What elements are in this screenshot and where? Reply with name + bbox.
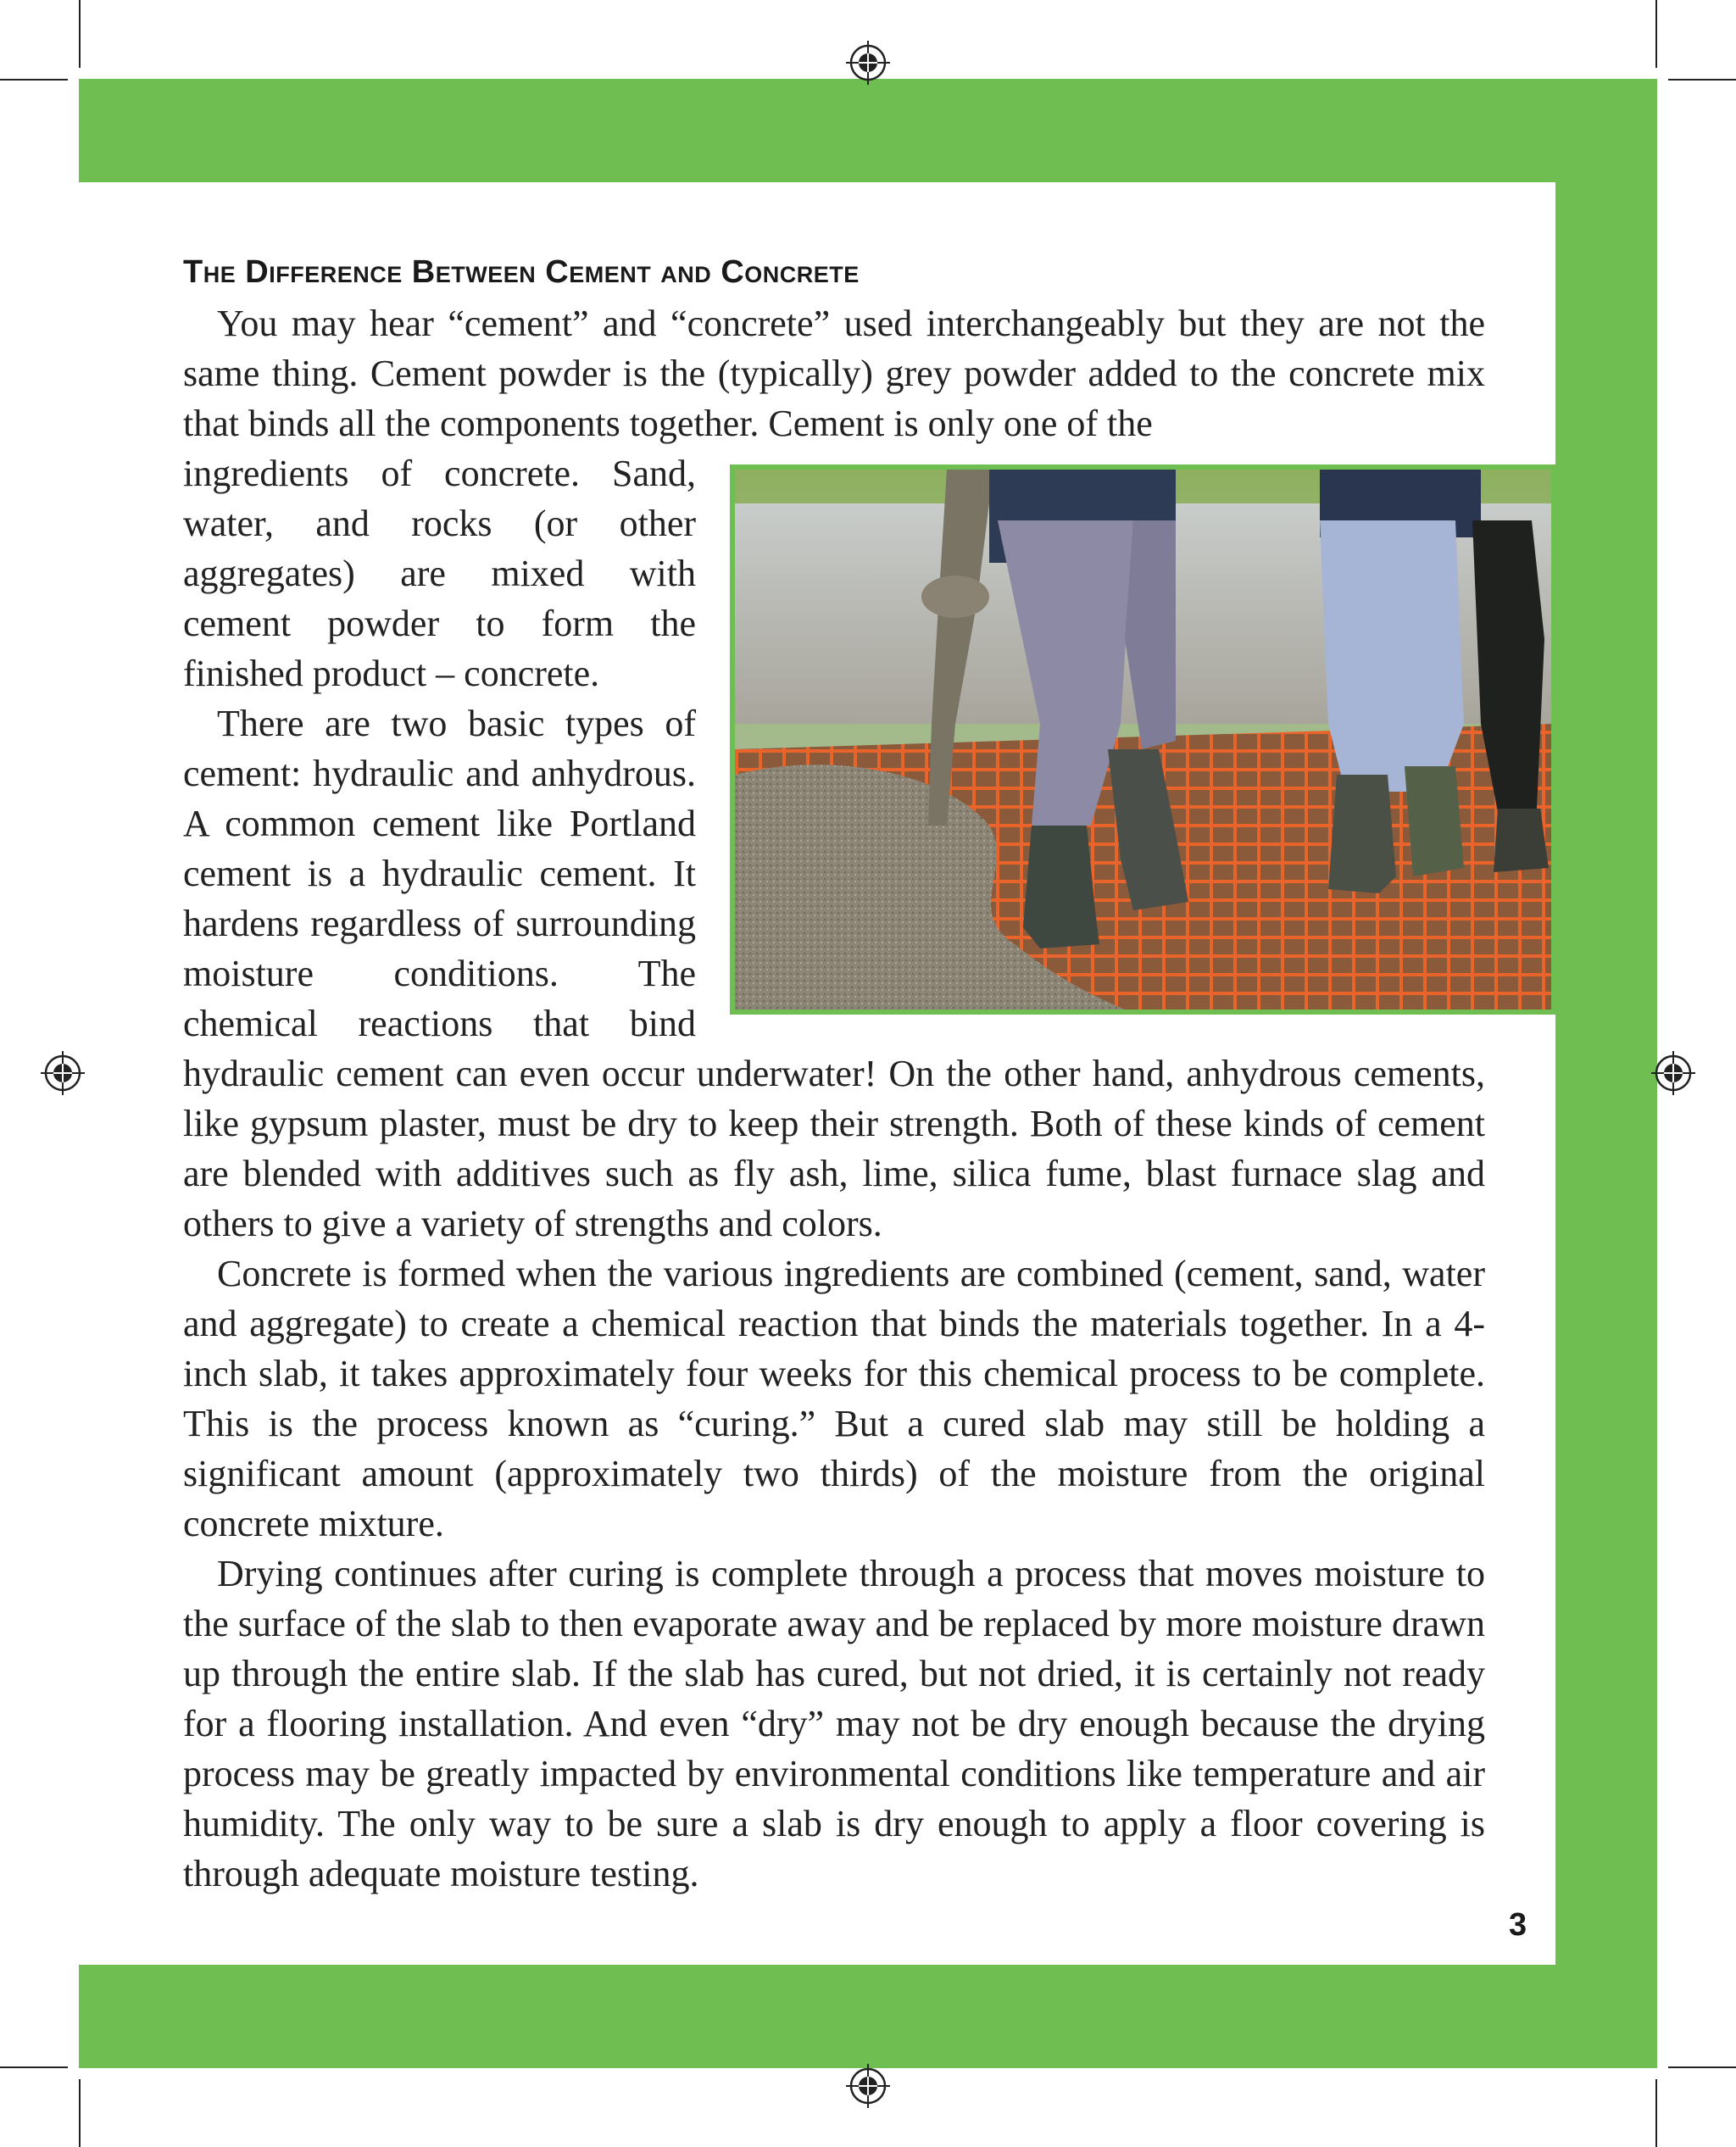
page-number: 3 — [1509, 1907, 1527, 1943]
paragraph-4: Drying continues after curing is complete through a process that moves moisture to the surface of the slab to then evaporate away and be replaced by more moisture drawn up through the entire slab. If the slab has cured, but not dried, it is certainly not ready for a flooring installation. And even “dry” may not be dry enough because the drying process may be greatly impacted by environmental conditions like temperature and air humidity. The only way to be sure a slab is dry enough to apply a floor covering is through adequate moisture testing. — [183, 1553, 1485, 1894]
paragraph-1-text-before-photo: You may hear “cement” and “concrete” used interchangeably but they are not the same thing. Cement powder is the (typically) grey powder added to the concrete mix that binds all the components together. Cement is only one of the — [183, 303, 1485, 444]
paragraph-1-text-after-photo: ingredients of concrete. Sand, water, and rocks (or other aggregates) are mixed with cement powder to form the finished product – concrete. — [183, 453, 696, 694]
article-body — [183, 246, 1485, 1899]
concrete-pouring-photo — [730, 464, 1556, 1015]
registration-mark-icon — [844, 2062, 892, 2110]
paragraph-3: Concrete is formed when the various ingredients are combined (cement, sand, water and aggregate) to create a chemical reaction that binds the materials together. In a 4-inch slab, it takes approximately four weeks for this chemical process to be complete. This is the process known as “curing.” But a cured slab may still be holding a significant amount (approximately two thirds) of the moisture from the original concrete mixture. — [183, 1253, 1485, 1544]
green-frame-bottom — [79, 1965, 1657, 2068]
green-frame-right — [1555, 79, 1657, 2068]
photo-illustration — [735, 470, 1551, 1010]
registration-mark-icon — [844, 39, 892, 86]
paragraph-1 — [183, 298, 1485, 448]
paragraph-2: There are two basic types of cement: hydraulic and anhydrous. A common cement like Portland cement is a hydraulic cement. It hardens regardless of surrounding moisture conditions. The chemical reactions that bind hydraulic cement can even occur underwater! On the other hand, anhydrous cements, like gypsum plaster, must be dry to keep their strength. Both of these kinds of cement are blended with additives such as fly ash, lime, silica fume, blast furnace slag and others to give a variety of strengths and colors. — [183, 703, 1485, 1244]
registration-mark-icon — [1650, 1049, 1697, 1097]
section-heading: The Difference Between Cement and Concrete — [183, 254, 860, 290]
registration-mark-icon — [39, 1049, 86, 1097]
green-frame-top — [79, 79, 1657, 182]
